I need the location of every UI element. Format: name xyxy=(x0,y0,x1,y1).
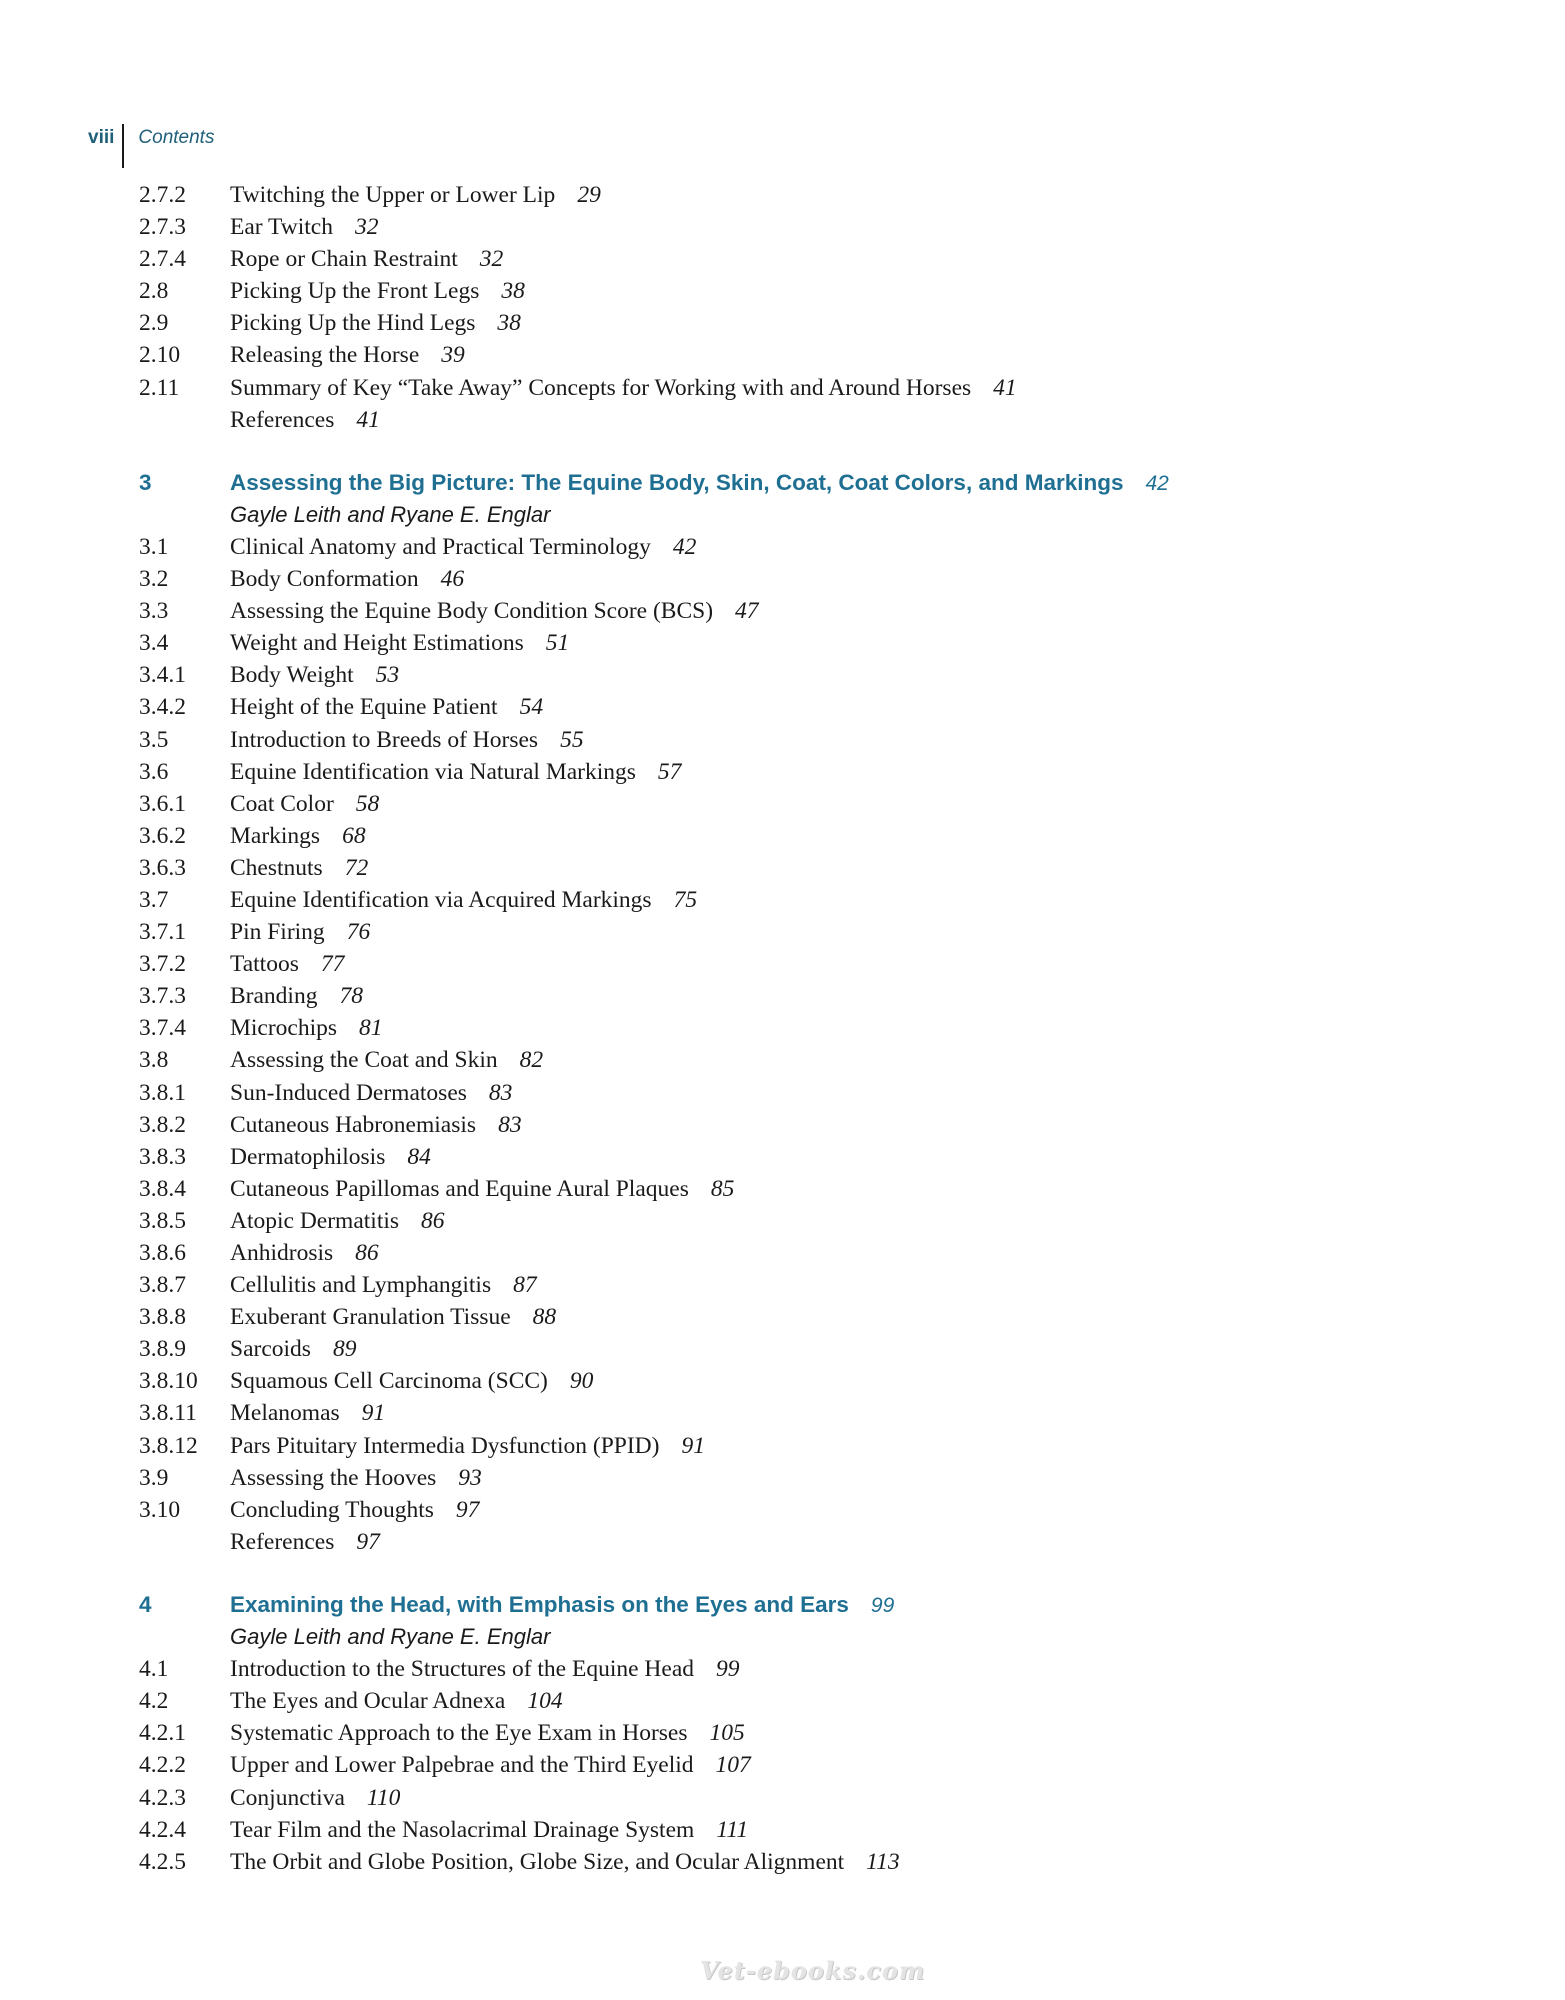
entry-page: 42 xyxy=(672,533,697,560)
toc-entry[interactable] xyxy=(139,1397,1439,1429)
entry-number: 3.6 xyxy=(139,758,169,785)
entry-number: 3.7.1 xyxy=(139,919,186,946)
entry-title: Cutaneous Papillomas and Equine Aural Plaques xyxy=(230,1175,689,1202)
entry-number: 3.8.9 xyxy=(139,1336,186,1363)
toc-block-chapter-4 xyxy=(139,1589,1439,1878)
entry-number: 3.1 xyxy=(139,533,169,560)
toc-entry[interactable] xyxy=(139,1109,1439,1141)
entry-number: 3.7.2 xyxy=(139,951,186,978)
entry-title: The Eyes and Ocular Adnexa xyxy=(230,1688,506,1715)
entry-page: 54 xyxy=(519,694,544,721)
entry-title: Assessing the Coat and Skin xyxy=(230,1047,498,1074)
entry-page: 41 xyxy=(356,406,380,433)
toc-entry[interactable] xyxy=(139,1237,1439,1269)
entry-number: 2.10 xyxy=(139,342,181,369)
entry-page: 83 xyxy=(488,1079,513,1106)
entry-number: 3.8 xyxy=(139,1047,169,1074)
toc-block-chapter-3 xyxy=(139,467,1439,1558)
spacer xyxy=(139,1558,1439,1589)
entry-title: Releasing the Horse xyxy=(230,342,420,369)
toc-entry[interactable] xyxy=(139,339,1439,371)
toc-block-chapter-2 xyxy=(139,179,1439,436)
page-folio: viii xyxy=(88,127,115,148)
entry-number: 4.2.2 xyxy=(139,1752,186,1779)
entry-number: 3.8.6 xyxy=(139,1240,186,1266)
chapter-authors xyxy=(139,499,1439,531)
entry-title: Assessing the Equine Body Condition Score (BCS) xyxy=(230,598,714,625)
entry-title: Anhidrosis xyxy=(230,1240,334,1266)
toc-entry[interactable] xyxy=(139,916,1439,948)
spacer xyxy=(139,436,1439,467)
entry-title: Cutaneous Habronemiasis xyxy=(230,1111,477,1138)
toc-entry[interactable] xyxy=(139,1044,1439,1076)
entry-page: 91 xyxy=(361,1400,386,1427)
toc-entry[interactable] xyxy=(139,1141,1439,1173)
entry-number: 4.2.3 xyxy=(139,1784,186,1811)
entry-number: 2.9 xyxy=(139,310,169,337)
entry-title: Cellulitis and Lymphangitis xyxy=(230,1272,492,1299)
entry-title: References xyxy=(230,1528,335,1555)
toc-entry[interactable] xyxy=(139,1814,1439,1846)
entry-page: 111 xyxy=(716,1816,749,1843)
entry-number: 3.4 xyxy=(139,630,169,657)
running-head xyxy=(88,124,214,168)
entry-page: 86 xyxy=(421,1207,445,1234)
toc-entry[interactable] xyxy=(139,1365,1439,1397)
toc-entry[interactable] xyxy=(139,884,1439,916)
toc-entry[interactable] xyxy=(139,1782,1439,1814)
toc-entry[interactable] xyxy=(139,372,1439,404)
entry-page: 53 xyxy=(375,662,400,689)
toc-entry[interactable] xyxy=(139,948,1439,980)
entry-title: Sarcoids xyxy=(230,1336,311,1363)
entry-number: 4.1 xyxy=(139,1656,169,1683)
entry-title: Coat Color xyxy=(230,790,334,817)
toc-entry[interactable] xyxy=(139,1685,1439,1717)
toc-entry[interactable] xyxy=(139,659,1439,691)
entry-number: 3.7.3 xyxy=(139,983,186,1010)
toc-entry[interactable] xyxy=(139,852,1439,884)
entry-page: 46 xyxy=(440,566,465,593)
author-names: Gayle Leith and Ryane E. Englar xyxy=(230,501,551,527)
toc-entry[interactable] xyxy=(139,1333,1439,1365)
entry-page: 97 xyxy=(455,1496,480,1523)
entry-page: 113 xyxy=(866,1848,900,1875)
toc-entry[interactable] xyxy=(139,1205,1439,1237)
entry-title: Clinical Anatomy and Practical Terminology xyxy=(230,533,651,560)
entry-title: Summary of Key “Take Away” Concepts for Working with and Around Horses xyxy=(230,374,972,401)
entry-page: 87 xyxy=(513,1272,537,1299)
toc-entry[interactable] xyxy=(139,1749,1439,1781)
toc-entry[interactable] xyxy=(139,980,1439,1012)
toc-entry[interactable] xyxy=(139,1269,1439,1301)
entry-number: 3.7 xyxy=(139,886,169,913)
entry-page: 110 xyxy=(366,1784,401,1811)
chapter-heading[interactable] xyxy=(139,467,1439,499)
entry-title: Equine Identification via Natural Markings xyxy=(230,758,636,785)
entry-page: 57 xyxy=(657,758,682,785)
entry-title: The Orbit and Globe Position, Globe Size, and Ocular Alignment xyxy=(230,1848,845,1875)
entry-title: Melanomas xyxy=(230,1400,340,1427)
entry-number: 3.2 xyxy=(139,566,169,593)
entry-number: 3.8.4 xyxy=(139,1175,186,1202)
toc-entry[interactable] xyxy=(139,243,1439,275)
table-of-contents xyxy=(139,179,1439,1878)
toc-entry[interactable] xyxy=(139,179,1439,211)
toc-entry[interactable] xyxy=(139,211,1439,243)
toc-entry[interactable] xyxy=(139,1301,1439,1333)
entry-number: 4.2.1 xyxy=(139,1720,186,1747)
entry-page: 107 xyxy=(715,1752,751,1779)
entry-number: 3.8.2 xyxy=(139,1111,186,1138)
toc-entry[interactable] xyxy=(139,820,1439,852)
entry-title: Microchips xyxy=(230,1015,338,1042)
entry-title: Upper and Lower Palpebrae and the Third Eyelid xyxy=(230,1752,694,1779)
entry-page: 75 xyxy=(673,886,698,913)
entry-page: 32 xyxy=(355,214,379,241)
entry-page: 84 xyxy=(407,1143,431,1170)
entry-number: 2.7.2 xyxy=(139,182,186,208)
entry-page: 58 xyxy=(355,790,380,817)
entry-title: Sun-Induced Dermatoses xyxy=(230,1079,467,1106)
entry-title: Height of the Equine Patient xyxy=(230,694,498,721)
toc-entry[interactable] xyxy=(139,627,1439,659)
entry-number: 3.7.4 xyxy=(139,1015,186,1042)
entry-page: 105 xyxy=(709,1720,745,1747)
entry-page: 97 xyxy=(356,1528,380,1555)
entry-number: 3.3 xyxy=(139,598,169,625)
toc-entry[interactable] xyxy=(139,1717,1439,1749)
entry-number: 3.6.1 xyxy=(139,790,186,817)
chapter-number: 4 xyxy=(139,1591,152,1617)
toc-entry-references[interactable] xyxy=(139,404,1439,436)
chapter-authors xyxy=(139,1621,1439,1653)
toc-entry-references[interactable] xyxy=(139,1526,1439,1558)
entry-title: Picking Up the Front Legs xyxy=(230,278,480,305)
toc-entry[interactable] xyxy=(139,1077,1439,1109)
entry-page: 51 xyxy=(545,630,570,657)
entry-number: 3.5 xyxy=(139,726,169,753)
entry-page: 38 xyxy=(501,278,525,305)
entry-number: 3.4.1 xyxy=(139,662,186,689)
entry-page: 39 xyxy=(441,342,465,369)
entry-title: Systematic Approach to the Eye Exam in Horses xyxy=(230,1720,688,1747)
entry-title: Pars Pituitary Intermedia Dysfunction (PPID) xyxy=(230,1432,660,1459)
entry-title: Conjunctiva xyxy=(230,1784,345,1811)
entry-page: 72 xyxy=(344,854,369,881)
entry-number: 3.6.3 xyxy=(139,854,186,881)
entry-title: Body Conformation xyxy=(230,566,419,593)
entry-title: Assessing the Hooves xyxy=(230,1464,437,1491)
entry-title: Tear Film and the Nasolacrimal Drainage System xyxy=(230,1816,695,1843)
entry-number: 3.8.1 xyxy=(139,1079,186,1106)
entry-page: 81 xyxy=(359,1015,383,1042)
entry-title: Dermatophilosis xyxy=(230,1143,386,1170)
chapter-title: Assessing the Big Picture: The Equine Body, Skin, Coat, Coat Colors, and Markings xyxy=(230,469,1124,495)
toc-entry[interactable] xyxy=(139,563,1439,595)
toc-entry[interactable] xyxy=(139,756,1439,788)
entry-number: 3.8.11 xyxy=(139,1400,197,1427)
entry-page: 38 xyxy=(497,310,521,337)
entry-page: 86 xyxy=(355,1240,379,1266)
entry-page: 104 xyxy=(527,1688,563,1715)
entry-number: 2.7.3 xyxy=(139,214,186,241)
toc-entry[interactable] xyxy=(139,1012,1439,1044)
entry-title: Introduction to the Structures of the Equine Head xyxy=(230,1656,694,1683)
entry-page: 76 xyxy=(346,919,371,946)
toc-entry[interactable] xyxy=(139,1173,1439,1205)
entry-page: 91 xyxy=(681,1432,705,1459)
entry-number: 3.8.7 xyxy=(139,1272,186,1299)
entry-number: 4.2 xyxy=(139,1688,169,1715)
toc-entry[interactable] xyxy=(139,275,1439,307)
entry-number: 2.11 xyxy=(139,374,180,401)
entry-title: Equine Identification via Acquired Markings xyxy=(230,886,652,913)
entry-title: Twitching the Upper or Lower Lip xyxy=(230,182,556,208)
toc-entry[interactable] xyxy=(139,1494,1439,1526)
entry-title: Concluding Thoughts xyxy=(230,1496,434,1523)
entry-number: 4.2.4 xyxy=(139,1816,186,1843)
entry-title: Exuberant Granulation Tissue xyxy=(230,1304,511,1331)
entry-title: Markings xyxy=(230,822,321,849)
running-head-title: Contents xyxy=(138,127,215,148)
entry-page: 77 xyxy=(320,951,345,978)
entry-number: 3.10 xyxy=(139,1496,181,1523)
chapter-title: Examining the Head, with Emphasis on the Eyes and Ears xyxy=(230,1591,849,1617)
entry-number: 2.8 xyxy=(139,278,169,305)
toc-entry[interactable] xyxy=(139,724,1439,756)
toc-entry[interactable] xyxy=(139,531,1439,563)
entry-number: 3.9 xyxy=(139,1464,169,1491)
chapter-page: 99 xyxy=(870,1593,895,1617)
entry-page: 29 xyxy=(577,182,601,208)
entry-number: 3.8.8 xyxy=(139,1304,186,1331)
entry-number: 4.2.5 xyxy=(139,1848,186,1875)
entry-title: Pin Firing xyxy=(230,919,325,946)
entry-page: 83 xyxy=(498,1111,522,1138)
entry-title: References xyxy=(230,406,335,433)
entry-number: 3.6.2 xyxy=(139,822,186,849)
toc-entry[interactable] xyxy=(139,788,1439,820)
entry-page: 78 xyxy=(339,983,363,1010)
entry-number: 3.4.2 xyxy=(139,694,186,721)
toc-entry[interactable] xyxy=(139,1653,1439,1685)
chapter-heading[interactable] xyxy=(139,1589,1439,1621)
entry-page: 85 xyxy=(710,1175,735,1202)
entry-title: Rope or Chain Restraint xyxy=(230,246,458,273)
toc-entry[interactable] xyxy=(139,1430,1439,1462)
author-names: Gayle Leith and Ryane E. Englar xyxy=(230,1624,551,1650)
entry-number: 3.8.5 xyxy=(139,1207,186,1234)
entry-number: 2.7.4 xyxy=(139,246,186,273)
entry-number: 3.8.12 xyxy=(139,1432,198,1459)
entry-page: 82 xyxy=(519,1047,544,1074)
entry-page: 55 xyxy=(560,726,584,753)
entry-page: 90 xyxy=(569,1368,594,1395)
entry-title: Squamous Cell Carcinoma (SCC) xyxy=(230,1368,548,1395)
entry-title: Ear Twitch xyxy=(230,214,333,241)
entry-number: 3.8.3 xyxy=(139,1143,186,1170)
entry-title: Weight and Height Estimations xyxy=(230,630,524,657)
entry-page: 68 xyxy=(342,822,366,849)
toc-entry[interactable] xyxy=(139,307,1439,339)
entry-title: Branding xyxy=(230,983,318,1010)
entry-title: Picking Up the Hind Legs xyxy=(230,310,476,337)
entry-page: 99 xyxy=(716,1656,740,1683)
entry-page: 32 xyxy=(479,246,504,273)
chapter-page: 42 xyxy=(1145,471,1169,495)
entry-page: 47 xyxy=(735,598,759,625)
entry-page: 88 xyxy=(532,1304,557,1331)
entry-title: Atopic Dermatitis xyxy=(230,1207,400,1234)
entry-title: Tattoos xyxy=(230,951,299,978)
toc-entry[interactable] xyxy=(139,595,1439,627)
entry-title: Body Weight xyxy=(230,662,354,689)
entry-title: Introduction to Breeds of Horses xyxy=(230,726,539,753)
entry-title: Chestnuts xyxy=(230,854,323,881)
entry-page: 41 xyxy=(993,374,1017,401)
toc-entry[interactable] xyxy=(139,691,1439,723)
entry-page: 89 xyxy=(332,1336,357,1363)
toc-entry[interactable] xyxy=(139,1846,1439,1878)
entry-page: 93 xyxy=(458,1464,482,1491)
toc-entry[interactable] xyxy=(139,1462,1439,1494)
watermark-logo: Vet-ebooks.com xyxy=(700,1956,926,1985)
chapter-number: 3 xyxy=(139,469,152,495)
entry-number: 3.8.10 xyxy=(139,1368,198,1395)
